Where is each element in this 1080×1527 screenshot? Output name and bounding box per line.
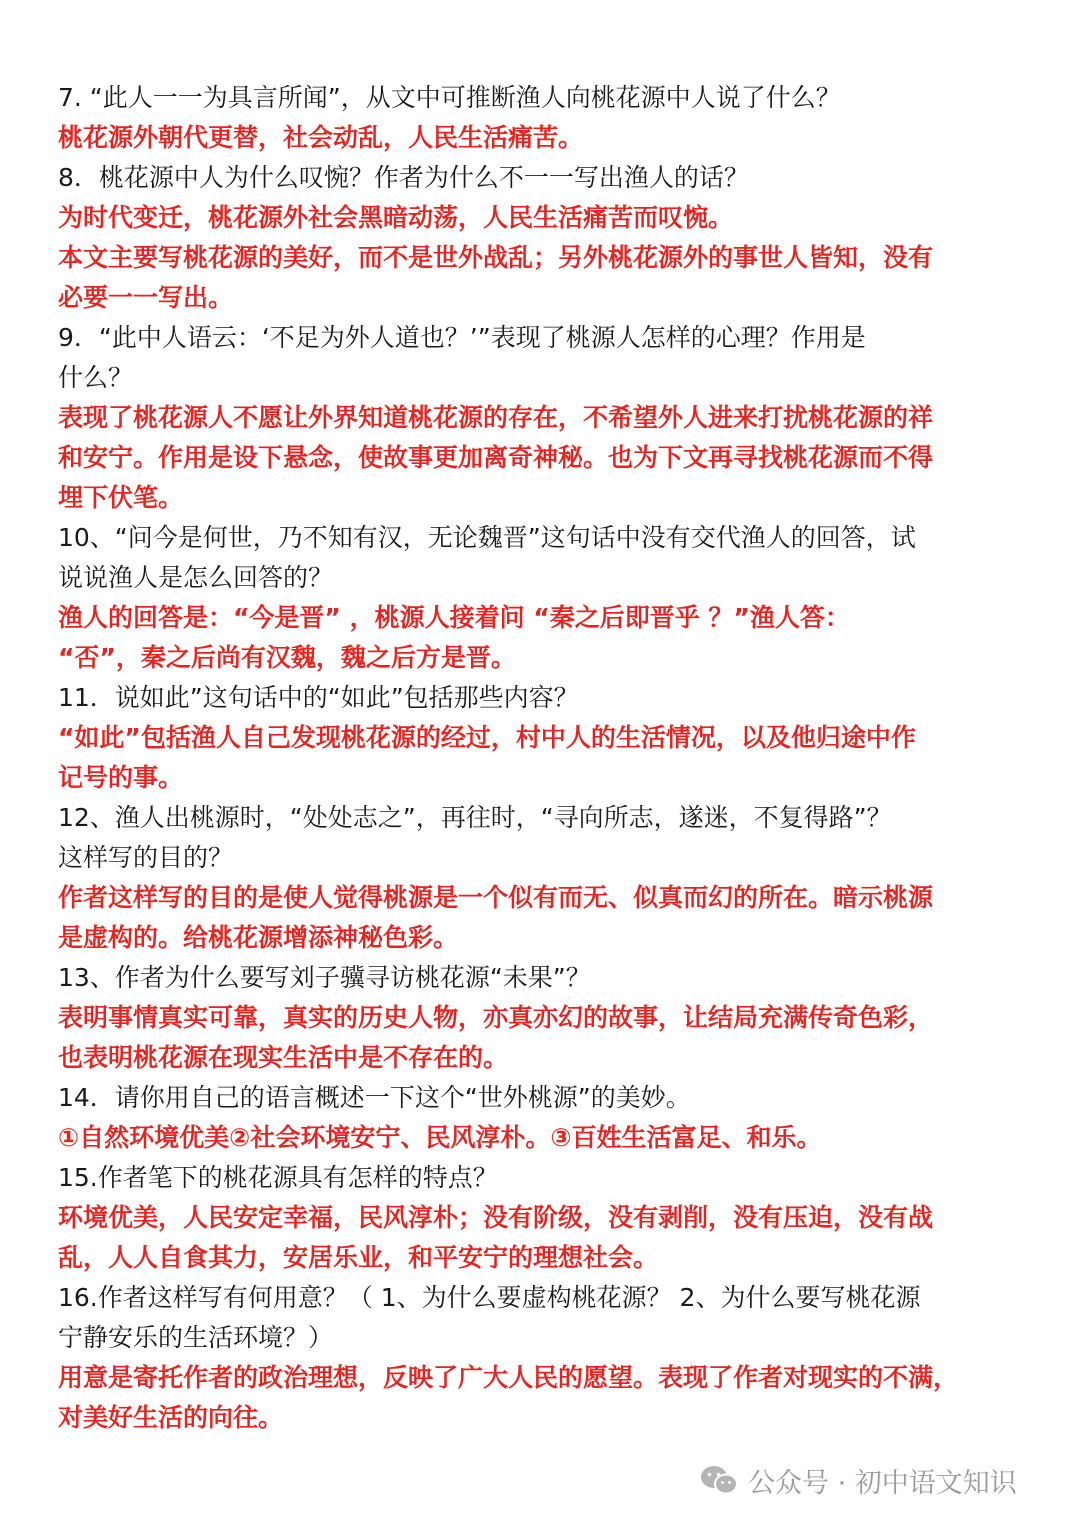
answer-line: 桃花源外朝代更替，社会动乱，人民生活痛苦。 (58, 123, 584, 152)
answer-line: 为时代变迁，桃花源外社会黑暗动荡，人民生活痛苦而叹惋。 (58, 203, 734, 232)
answer-line: 乱，人人自食其力，安居乐业，和平安宁的理想社会。 (58, 1243, 659, 1272)
question-line: 15.作者笔下的桃花源具有怎样的特点？ (58, 1163, 498, 1192)
answer-line: 表现了桃花源人不愿让外界知道桃花源的存在，不希望外人进来打扰桃花源的祥 (58, 403, 934, 432)
answer-line: “如此”包括渔人自己发现桃花源的经过，村中人的生活情况，以及他归途中作 (58, 723, 916, 752)
answer-line: 埋下伏笔。 (58, 483, 184, 512)
question-line: 什么？ (58, 363, 134, 392)
answer-line: 用意是寄托作者的政治理想，反映了广大人民的愿望。表现了作者对现实的不满， (58, 1363, 959, 1392)
qa-lines (58, 78, 1024, 1438)
question-line: 10、“问今是何世，乃不知有汉，无论魏晋”这句话中没有交代渔人的回答，试 (58, 523, 916, 552)
answer-line: 环境优美，人民安定幸福，民风淳朴；没有阶级，没有剥削，没有压迫，没有战 (58, 1203, 934, 1232)
answer-line: 作者这样写的目的是使人觉得桃源是一个似有而无、似真而幻的所在。暗示桃源 (58, 883, 934, 912)
watermark-text: 公众号 · 初中语文知识 (748, 1467, 1017, 1499)
document-body (58, 78, 1024, 1438)
question-line: 8．桃花源中人为什么叹惋？作者为什么不一一写出渔人的话？ (58, 163, 749, 192)
answer-line: ①自然环境优美②社会环境安宁、民风淳朴。③百姓生活富足、和乐。 (58, 1123, 822, 1152)
watermark (700, 1460, 1017, 1500)
answer-line: 和安宁。作用是设下悬念，使故事更加离奇神秘。也为下文再寻找桃花源而不得 (58, 443, 934, 472)
answer-line: 也表明桃花源在现实生活中是不存在的。 (58, 1043, 509, 1072)
answer-line: 本文主要写桃花源的美好，而不是世外战乱；另外桃花源外的事世人皆知，没有 (58, 243, 934, 272)
answer-line: 渔人的回答是：“今是晋” ，桃源人接着问 “秦之后即晋乎 ？”渔人答： (58, 603, 850, 632)
question-line: 9．“此中人语云：‘不足为外人道也？’”表现了桃源人怎样的心理？作用是 (58, 323, 866, 352)
question-line: 16.作者这样写有何用意？（ 1、为什么要虚构桃花源？ 2、为什么要写桃花源 (58, 1283, 921, 1312)
question-line: 说说渔人是怎么回答的？ (58, 563, 334, 592)
answer-line: “否”，秦之后尚有汉魏，魏之后方是晋。 (58, 643, 516, 672)
question-line: 11．说如此”这句话中的“如此”包括那些内容？ (58, 683, 579, 712)
answer-line: 记号的事。 (58, 763, 184, 792)
answer-line: 必要一一写出。 (58, 283, 234, 312)
answer-line: 是虚构的。给桃花源增添神秘色彩。 (58, 923, 459, 952)
question-line: 这样写的目的？ (58, 843, 234, 872)
answer-line: 对美好生活的向往。 (58, 1403, 284, 1432)
question-line: 宁静安乐的生活环境？） (58, 1323, 334, 1352)
question-line: 12、渔人出桃源时，“处处志之”，再往时，“寻向所志，遂迷，不复得路”？ (58, 803, 892, 832)
question-line: 14．请你用自己的语言概述一下这个“世外桃源”的美妙。 (58, 1083, 691, 1112)
wechat-icon (700, 1464, 738, 1496)
question-line: 7. “此人一一为具言所闻”，从文中可推断渔人向桃花源中人说了什么？ (58, 83, 841, 112)
question-line: 13、作者为什么要写刘子骥寻访桃花源“未果”？ (58, 963, 591, 992)
answer-line: 表明事情真实可靠，真实的历史人物，亦真亦幻的故事，让结局充满传奇色彩， (58, 1003, 934, 1032)
